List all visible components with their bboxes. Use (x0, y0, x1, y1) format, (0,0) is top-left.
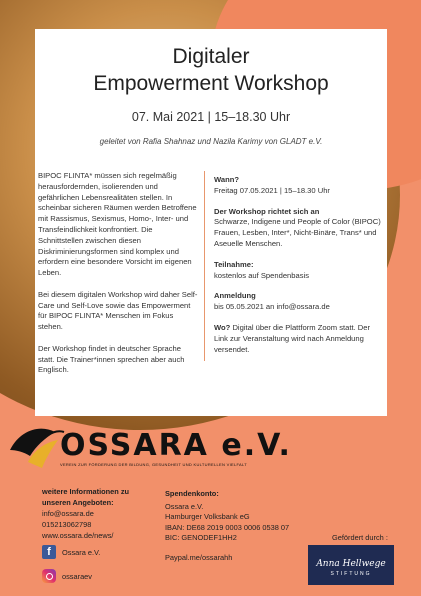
contact-heading-line1: weitere Informationen zu (42, 487, 130, 496)
when-block (214, 175, 384, 197)
donation-iban: IBAN: DE68 2019 0003 0006 0538 07 (165, 522, 290, 532)
donation-bank: Hamburger Volksbank eG (165, 512, 250, 522)
audience-heading: Der Workshop richtet sich an (214, 206, 320, 216)
registration-block (214, 291, 384, 313)
sponsor-logo (308, 545, 394, 585)
contact-email[interactable]: info@ossara.de (42, 509, 94, 518)
donation-bic: BIC: GENODEF1HH2 (165, 533, 237, 543)
when-heading: Wann? (214, 175, 240, 184)
donation-holder: Ossara e.V. (165, 501, 204, 511)
audience-block (214, 207, 384, 250)
audience-value: Schwarze, Indigene und People of Color (BIPOC) Frauen, Lesben, Inter*, Nicht-Binäre, Trans* und Aseuelle Menschen. (214, 217, 381, 248)
title-line2: Empowerment Workshop (93, 72, 329, 95)
funded-by-label: Gefördert durch : (332, 533, 388, 542)
contact-heading-line2: unseren Angeboten: (42, 498, 114, 507)
facebook-icon: f (42, 545, 56, 559)
where-heading: Wo? (214, 322, 231, 332)
donation-heading: Spendenkonto: (165, 489, 219, 498)
description-paragraph: Der Workshop findet in deutscher Sprache statt. Die Trainer*innen sprechen aber auch Englisch. (38, 343, 185, 375)
event-card (35, 29, 387, 416)
event-date: 07. Mai 2021 | 15–18.30 Uhr (131, 110, 291, 124)
details-column (214, 175, 384, 365)
where-value: Digital über die Plattform Zoom statt. Der Link zur Veranstaltung wird nach Anmeldung versendet. (214, 322, 371, 354)
description-paragraph: BIPOC FLINTA* müssen sich regelmäßig herausfordernden, isolierenden und gefährlichen Lebensrealitäten stellen. In scheinbar sicheren Räumen werden Betroffene mit Rassismus, Sexismus, Homo-, Inter- und Transfeindlichkeit konfrontiert. Die Schnittstellen zwischen diesen Diskriminierungsformen sind komplex und erfordern eine besondere Vorsicht im eigenen Leben. (38, 171, 197, 278)
instagram-link[interactable] (42, 569, 92, 583)
contact-website[interactable]: www.ossara.de/news/ (42, 531, 114, 540)
participation-value: kostenlos auf Spendenbasis (214, 270, 309, 280)
ossara-logo-text: OSSARA e.V. (60, 428, 292, 463)
when-value: Freitag 07.05.2021 | 15–18.30 Uhr (214, 185, 330, 195)
description-paragraph: Bei diesem digitalen Workshop wird daher Self-Care und Self-Love sowie das Empowerment für BIPOC FLINTA* Menschen im Fokus stehen. (38, 289, 198, 332)
where-block (214, 323, 384, 355)
sponsor-subtitle: STIFTUNG (330, 571, 372, 577)
participation-heading: Teilnahme: (214, 259, 254, 269)
title-line1: Digitaler (172, 45, 250, 68)
contact-info (42, 486, 152, 541)
sponsor-name: Anna Hellwege (316, 559, 386, 569)
page-title (35, 43, 387, 97)
donation-info (165, 489, 315, 544)
column-divider (204, 171, 205, 361)
paypal-link[interactable]: Paypal.me/ossarahh (165, 553, 233, 562)
instagram-label: ossaraev (62, 571, 92, 581)
participation-block (214, 260, 384, 282)
event-hosts: geleitet von Rafia Shahnaz und Nazila Karimy von GLADT e.V. (99, 137, 323, 146)
registration-heading: Anmeldung (214, 291, 256, 301)
description-column (38, 171, 198, 387)
ossara-logo-subtitle: VEREIN ZUR FÖRDERUNG DER BILDUNG, GESUNDHEIT UND KULTURELLEN VIELFALT (60, 462, 247, 467)
registration-value: bis 05.05.2021 an info@ossara.de (214, 302, 330, 312)
contact-phone: 015213062798 (42, 520, 92, 529)
instagram-icon (42, 569, 56, 583)
facebook-link[interactable] (42, 545, 100, 559)
facebook-label: Ossara e.V. (62, 547, 101, 557)
